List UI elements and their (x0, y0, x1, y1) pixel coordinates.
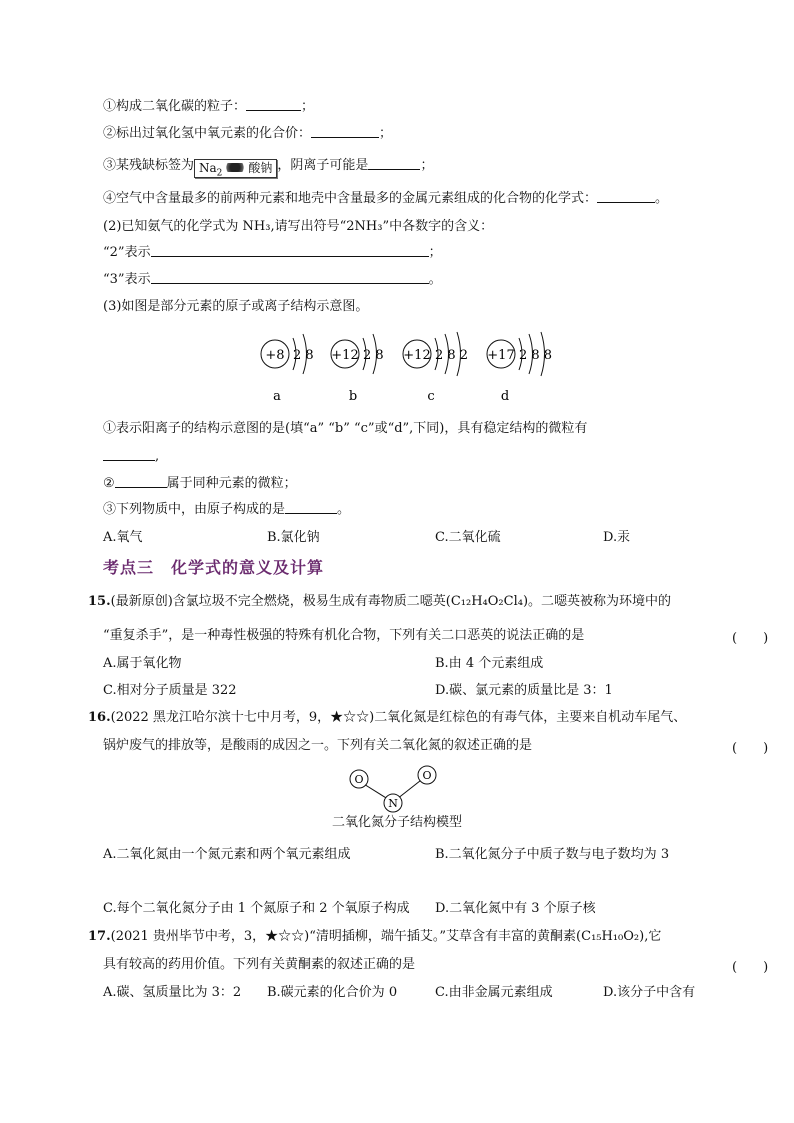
atom-structure-diagrams (255, 330, 565, 410)
q14-option-d[interactable]: D.汞 (603, 530, 631, 545)
q14-option-c[interactable]: C.二氧化硫 (435, 530, 501, 545)
question-number: 17. (88, 929, 111, 944)
q16-option-c[interactable]: C.每个二氧化氮分子由 1 个氮原子和 2 个氧原子构成 (103, 901, 410, 916)
electron-shells: 2 8 (363, 348, 384, 363)
q14-part-2b (103, 270, 442, 289)
q14-line-3-end: ； (420, 158, 434, 173)
electron-shells: 2 8 (293, 348, 314, 363)
q15-line-1 (88, 593, 671, 611)
label-subscript: 2 (216, 168, 223, 179)
q14-line-1-end: ； (301, 99, 315, 114)
q14-part-2: (2)已知氨气的化学式为 NH₃,请写出符号“2NH₃”中各数字的含义： (103, 219, 494, 234)
atom-diagram-d (487, 332, 552, 404)
atom-symbol-n: N (388, 797, 398, 810)
answer-blank[interactable] (597, 189, 655, 203)
q14-line-3 (103, 156, 433, 178)
q17-answer-paren[interactable]: ( ) (732, 960, 769, 975)
q14-option-b[interactable]: B.氯化钠 (267, 530, 320, 545)
atom-symbol-o: O (354, 773, 364, 786)
diagram-label: b (348, 389, 358, 404)
q15-answer-paren[interactable]: ( ) (732, 631, 769, 646)
model-caption: 二氧化氮分子结构模型 (332, 815, 463, 830)
q16-stem-1: (2022 黑龙江哈尔滨十七中月考，9，★☆☆)二氧化氮是红棕色的有毒气体，主要来自机动车尾气、 (110, 710, 687, 725)
p2b-text: “3”表示 (103, 272, 151, 287)
answer-blank[interactable] (103, 447, 155, 461)
answer-blank[interactable] (311, 124, 379, 138)
q14-line-2 (103, 124, 392, 143)
label-text-na: Na (199, 161, 217, 175)
p2a-end: ； (428, 245, 442, 260)
q14-sub-3 (103, 500, 350, 519)
q17-option-c[interactable]: C.由非金属元素组成 (435, 985, 553, 1000)
q14-part-3: (3)如图是部分元素的原子或离子结构示意图。 (103, 299, 369, 314)
q14-line-3-text: ③某残缺标签为 (103, 158, 195, 173)
q17-option-b[interactable]: B.碳元素的化合价为 0 (267, 985, 398, 1000)
no2-molecule-model (345, 765, 445, 815)
sub-2-pre: ② (103, 476, 115, 491)
atom-diagram-a (261, 334, 314, 404)
q17-option-d[interactable]: D.该分子中含有 (603, 985, 696, 1000)
q14-sub-1 (103, 420, 587, 438)
q16-line-1 (88, 709, 686, 727)
q16-line-2: 锅炉废气的排放等，是酸雨的成因之一。下列有关二氧化氮的叙述正确的是 (103, 738, 533, 753)
q14-line-1 (103, 97, 314, 116)
q15-option-a[interactable]: A.属于氧化物 (103, 656, 182, 671)
nucleus-charge: +12 (403, 348, 431, 363)
q14-line-4-text: ④空气中含量最多的前两种元素和地壳中含量最多的金属元素组成的化合物的化学式： (103, 191, 598, 206)
q17-stem-1: (2021 贵州毕节中考，3，★☆☆)“清明插柳，端午插艾。”艾草含有丰富的黄酮素(C₁₅H₁₀O₂),它 (110, 929, 662, 944)
nucleus-charge: +12 (331, 348, 359, 363)
q16-option-b[interactable]: B.二氧化氮分子中质子数与电子数均为 3 (435, 847, 670, 862)
q14-sub-1-answer (103, 447, 159, 466)
atom-diagram-c (403, 332, 468, 404)
question-number: 16. (88, 710, 111, 725)
sub-1-text: ①表示阳离子的结构示意图的是(填“a” “b” “c”或“d”,下同)，具有稳定结构的微粒有 (103, 421, 588, 436)
q14-line-2-text: ②标出过氧化氢中氧元素的化合价： (103, 126, 312, 141)
atom-diagram-b (331, 334, 384, 404)
electron-shells: 2 8 8 (519, 348, 553, 363)
q16-answer-paren[interactable]: ( ) (732, 741, 769, 756)
p2b-end: 。 (428, 272, 442, 287)
q14-option-a[interactable]: A.氧气 (103, 530, 143, 545)
answer-blank[interactable] (115, 474, 167, 488)
broken-label (194, 159, 277, 178)
sub-3-end: 。 (337, 502, 351, 517)
q17-option-a[interactable]: A.碳、氢质量比为 3：2 (103, 985, 242, 1000)
q17-line-1 (88, 928, 661, 946)
q16-option-a[interactable]: A.二氧化氮由一个氮元素和两个氧元素组成 (103, 847, 351, 862)
q17-line-2: 具有较高的药用价值。下列有关黄酮素的叙述正确的是 (103, 957, 416, 972)
answer-blank[interactable] (368, 156, 420, 170)
sub-3-text: ③下列物质中，由原子构成的是 (103, 502, 286, 517)
q15-option-b[interactable]: B.由 4 个元素组成 (435, 656, 544, 671)
q16-option-d[interactable]: D.二氧化氮中有 3 个原子核 (435, 901, 596, 916)
p2a-text: “2”表示 (103, 245, 151, 260)
label-text-acid-sodium: 酸钠 (248, 161, 273, 175)
sub-2-text: 属于同种元素的微粒； (166, 476, 297, 491)
section-heading: 考点三 化学式的意义及计算 (103, 558, 325, 577)
q14-line-1-text: ①构成二氧化碳的粒子： (103, 99, 247, 114)
nucleus-charge: +8 (265, 348, 285, 363)
q14-line-4 (103, 189, 668, 208)
atom-symbol-o: O (422, 769, 432, 782)
q15-stem-1: (最新原创)含氯垃圾不完全燃烧，极易生成有毒物质二噁英(C₁₂H₄O₂Cl₄)。二噁英被称为环境中的 (110, 594, 672, 609)
q14-part-2a (103, 243, 442, 262)
q14-line-2-end: ； (379, 126, 393, 141)
q15-line-2: “重复杀手”，是一种毒性极强的特殊有机化合物，下列有关二口恶英的说法正确的是 (103, 628, 585, 643)
smudge-mark (224, 163, 246, 172)
diagram-label: a (273, 389, 281, 404)
diagram-label: d (500, 389, 510, 404)
answer-blank[interactable] (151, 270, 429, 284)
answer-blank[interactable] (285, 500, 337, 514)
sub-1-end: , (155, 449, 160, 464)
q14-line-3-post: ，阴离子可能是 (277, 158, 369, 173)
nucleus-charge: +17 (487, 348, 515, 363)
diagram-label: c (427, 389, 435, 404)
question-number: 15. (88, 594, 111, 609)
answer-blank[interactable] (246, 97, 301, 111)
answer-blank[interactable] (151, 243, 429, 257)
q15-option-d[interactable]: D.碳、氯元素的质量比是 3：1 (435, 683, 613, 698)
q15-option-c[interactable]: C.相对分子质量是 322 (103, 683, 237, 698)
electron-shells: 2 8 2 (435, 348, 469, 363)
q14-line-4-end: 。 (655, 191, 669, 206)
q14-sub-2 (103, 474, 297, 493)
